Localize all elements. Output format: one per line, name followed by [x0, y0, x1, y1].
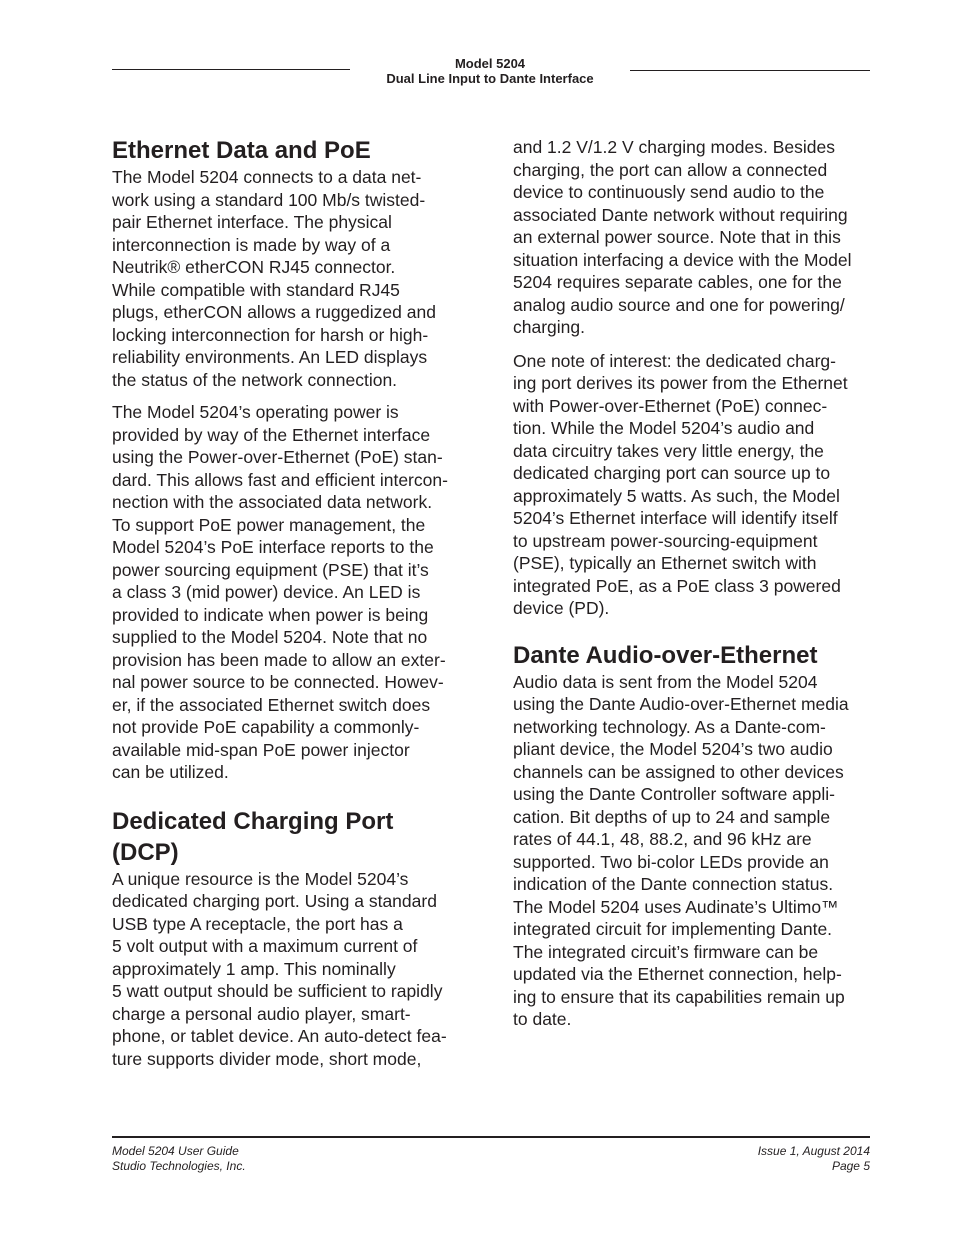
- text-line: provided by way of the Ethernet interface: [112, 424, 431, 445]
- heading-line: Dedicated Charging Port: [112, 807, 394, 835]
- text-line: supplied to the Model 5204. Note that no: [112, 627, 428, 647]
- text-line: power sourcing equipment (PSE) that it’s: [112, 559, 429, 580]
- text-line: using the Dante Controller software appli-: [513, 784, 835, 804]
- heading-ethernet: [112, 135, 474, 166]
- text-line: not provide PoE capability a commonly-: [112, 717, 420, 737]
- text-line: Audio data is sent from the Model 5204: [513, 671, 818, 692]
- text-line: work using a standard 100 Mb/s twisted-: [112, 189, 426, 210]
- text-line: supported. Two bi-color LEDs provide an: [513, 851, 829, 872]
- text-line: 5204 requires separate cables, one for the: [513, 272, 842, 292]
- text-line: USB type A receptacle, the port has a: [112, 913, 403, 934]
- text-line: and 1.2 V/1.2 V charging modes. Besides: [513, 137, 836, 157]
- text-line: er, if the associated Ethernet switch does: [112, 694, 431, 715]
- footer-company: Studio Technologies, Inc.: [112, 1159, 246, 1173]
- text-line: Neutrik® etherCON RJ45 connector.: [112, 257, 396, 277]
- heading-line: Dante Audio-over-Ethernet: [513, 641, 818, 669]
- text-line: tion. While the Model 5204’s audio and: [513, 418, 815, 438]
- text-line: associated Dante network without requiring: [513, 204, 848, 225]
- text-line: cation. Bit depths of up to 24 and sample: [513, 806, 831, 827]
- text-line: integrated circuit for implementing Dante.: [513, 919, 833, 939]
- header-rule-right: [630, 70, 870, 71]
- text-line: 5204’s Ethernet interface will identify itself: [513, 508, 838, 528]
- text-line: A unique resource is the Model 5204’s: [112, 868, 409, 889]
- text-line: approximately 5 watts. As such, the Model: [513, 485, 840, 506]
- text-line: dard. This allows fast and efficient intercon-: [112, 469, 448, 490]
- text-line: reliability environments. An LED displays: [112, 347, 428, 367]
- heading-line: Ethernet Data and PoE: [112, 137, 371, 164]
- text-line: 5 watt output should be sufficient to rapidly: [112, 981, 443, 1001]
- paragraph-ethernet-2: [112, 401, 474, 784]
- text-line: approximately 1 amp. This nominally: [112, 958, 396, 979]
- text-line: indication of the Dante connection status.: [513, 874, 834, 894]
- footer-issue: Issue 1, August 2014: [757, 1144, 870, 1158]
- text-line: nection with the associated data network.: [112, 492, 433, 512]
- text-line: situation interfacing a device with the Model: [513, 249, 852, 270]
- text-line: To support PoE power management, the: [112, 514, 426, 535]
- text-line: rates of 44.1, 48, 88.2, and 96 kHz are: [513, 829, 812, 849]
- text-line: ture supports divider mode, short mode,: [112, 1048, 422, 1069]
- heading-dante: [513, 640, 875, 671]
- text-line: a class 3 (mid power) device. An LED is: [112, 582, 421, 602]
- text-line: dedicated charging port can source up to: [513, 463, 831, 483]
- header-model: Model 5204: [454, 56, 526, 71]
- text-line: to upstream power-sourcing-equipment: [513, 530, 818, 551]
- text-line: The Model 5204 uses Audinate’s Ultimo™: [513, 896, 839, 917]
- text-line: device (PD).: [513, 598, 610, 618]
- text-line: the status of the network connection.: [112, 369, 398, 390]
- text-line: The integrated circuit’s firmware can be: [513, 941, 819, 962]
- text-line: ing port derives its power from the Ethernet: [513, 373, 848, 393]
- text-line: plugs, etherCON allows a ruggedized and: [112, 302, 436, 322]
- text-line: charging.: [513, 317, 585, 337]
- text-line: channels can be assigned to other devices: [513, 761, 844, 782]
- text-line: to date.: [513, 1009, 572, 1029]
- footer-page-number: Page 5: [831, 1159, 870, 1173]
- text-line: networking technology. As a Dante-com-: [513, 716, 826, 737]
- text-line: (PSE), typically an Ethernet switch with: [513, 553, 817, 573]
- text-line: dedicated charging port. Using a standard: [112, 891, 437, 911]
- text-line: pliant device, the Model 5204’s two audio: [513, 739, 833, 759]
- text-line: analog audio source and one for powering/: [513, 294, 845, 315]
- paragraph-dcp-1: [112, 868, 474, 1071]
- text-line: phone, or tablet device. An auto-detect fea-: [112, 1026, 447, 1046]
- header-rule-left: [112, 69, 350, 70]
- paragraph-dante: [513, 671, 875, 1031]
- footer-left: [112, 1144, 246, 1174]
- text-line: nal power source to be connected. Howev-: [112, 672, 444, 692]
- text-line: updated via the Ethernet connection, help-: [513, 964, 842, 984]
- text-line: One note of interest: the dedicated charg-: [513, 350, 836, 371]
- footer-rule: [112, 1136, 870, 1138]
- footer-right: [640, 1144, 870, 1174]
- header-subtitle: Dual Line Input to Dante Interface: [386, 71, 594, 86]
- text-line: device to continuously send audio to the: [513, 182, 825, 202]
- text-line: pair Ethernet interface. The physical: [112, 212, 392, 232]
- text-line: available mid-span PoE power injector: [112, 739, 410, 760]
- text-line: charging, the port can allow a connected: [513, 159, 828, 180]
- text-line: can be utilized.: [112, 762, 229, 782]
- text-line: using the Dante Audio-over-Ethernet media: [513, 694, 849, 714]
- text-line: locking interconnection for harsh or high-: [112, 324, 429, 345]
- text-line: interconnection is made by way of a: [112, 234, 391, 255]
- text-line: provided to indicate when power is being: [112, 604, 429, 625]
- text-line: 5 volt output with a maximum current of: [112, 936, 418, 956]
- text-line: integrated PoE, as a PoE class 3 powered: [513, 575, 841, 596]
- paragraph-dcp-3: [513, 350, 875, 620]
- paragraph-ethernet-1: [112, 166, 474, 391]
- text-line: Model 5204’s PoE interface reports to the: [112, 537, 434, 557]
- paragraph-dcp-2: [513, 136, 875, 339]
- text-line: The Model 5204’s operating power is: [112, 402, 399, 422]
- text-line: using the Power-over-Ethernet (PoE) stan-: [112, 447, 443, 467]
- text-line: charge a personal audio player, smart-: [112, 1003, 411, 1024]
- text-line: with Power-over-Ethernet (PoE) connec-: [513, 395, 828, 416]
- heading-line: (DCP): [112, 838, 179, 866]
- text-line: provision has been made to allow an exter-: [112, 649, 446, 670]
- text-line: The Model 5204 connects to a data net-: [112, 167, 422, 187]
- text-line: data circuitry takes very little energy, the: [513, 440, 824, 461]
- footer-guide-title: Model 5204 User Guide: [112, 1144, 239, 1158]
- text-line: ing to ensure that its capabilities remain up: [513, 986, 845, 1007]
- left-column: [112, 130, 474, 1070]
- text-line: an external power source. Note that in this: [513, 227, 841, 247]
- text-line: While compatible with standard RJ45: [112, 279, 400, 300]
- heading-dcp: [112, 806, 474, 868]
- right-column: [513, 130, 875, 1031]
